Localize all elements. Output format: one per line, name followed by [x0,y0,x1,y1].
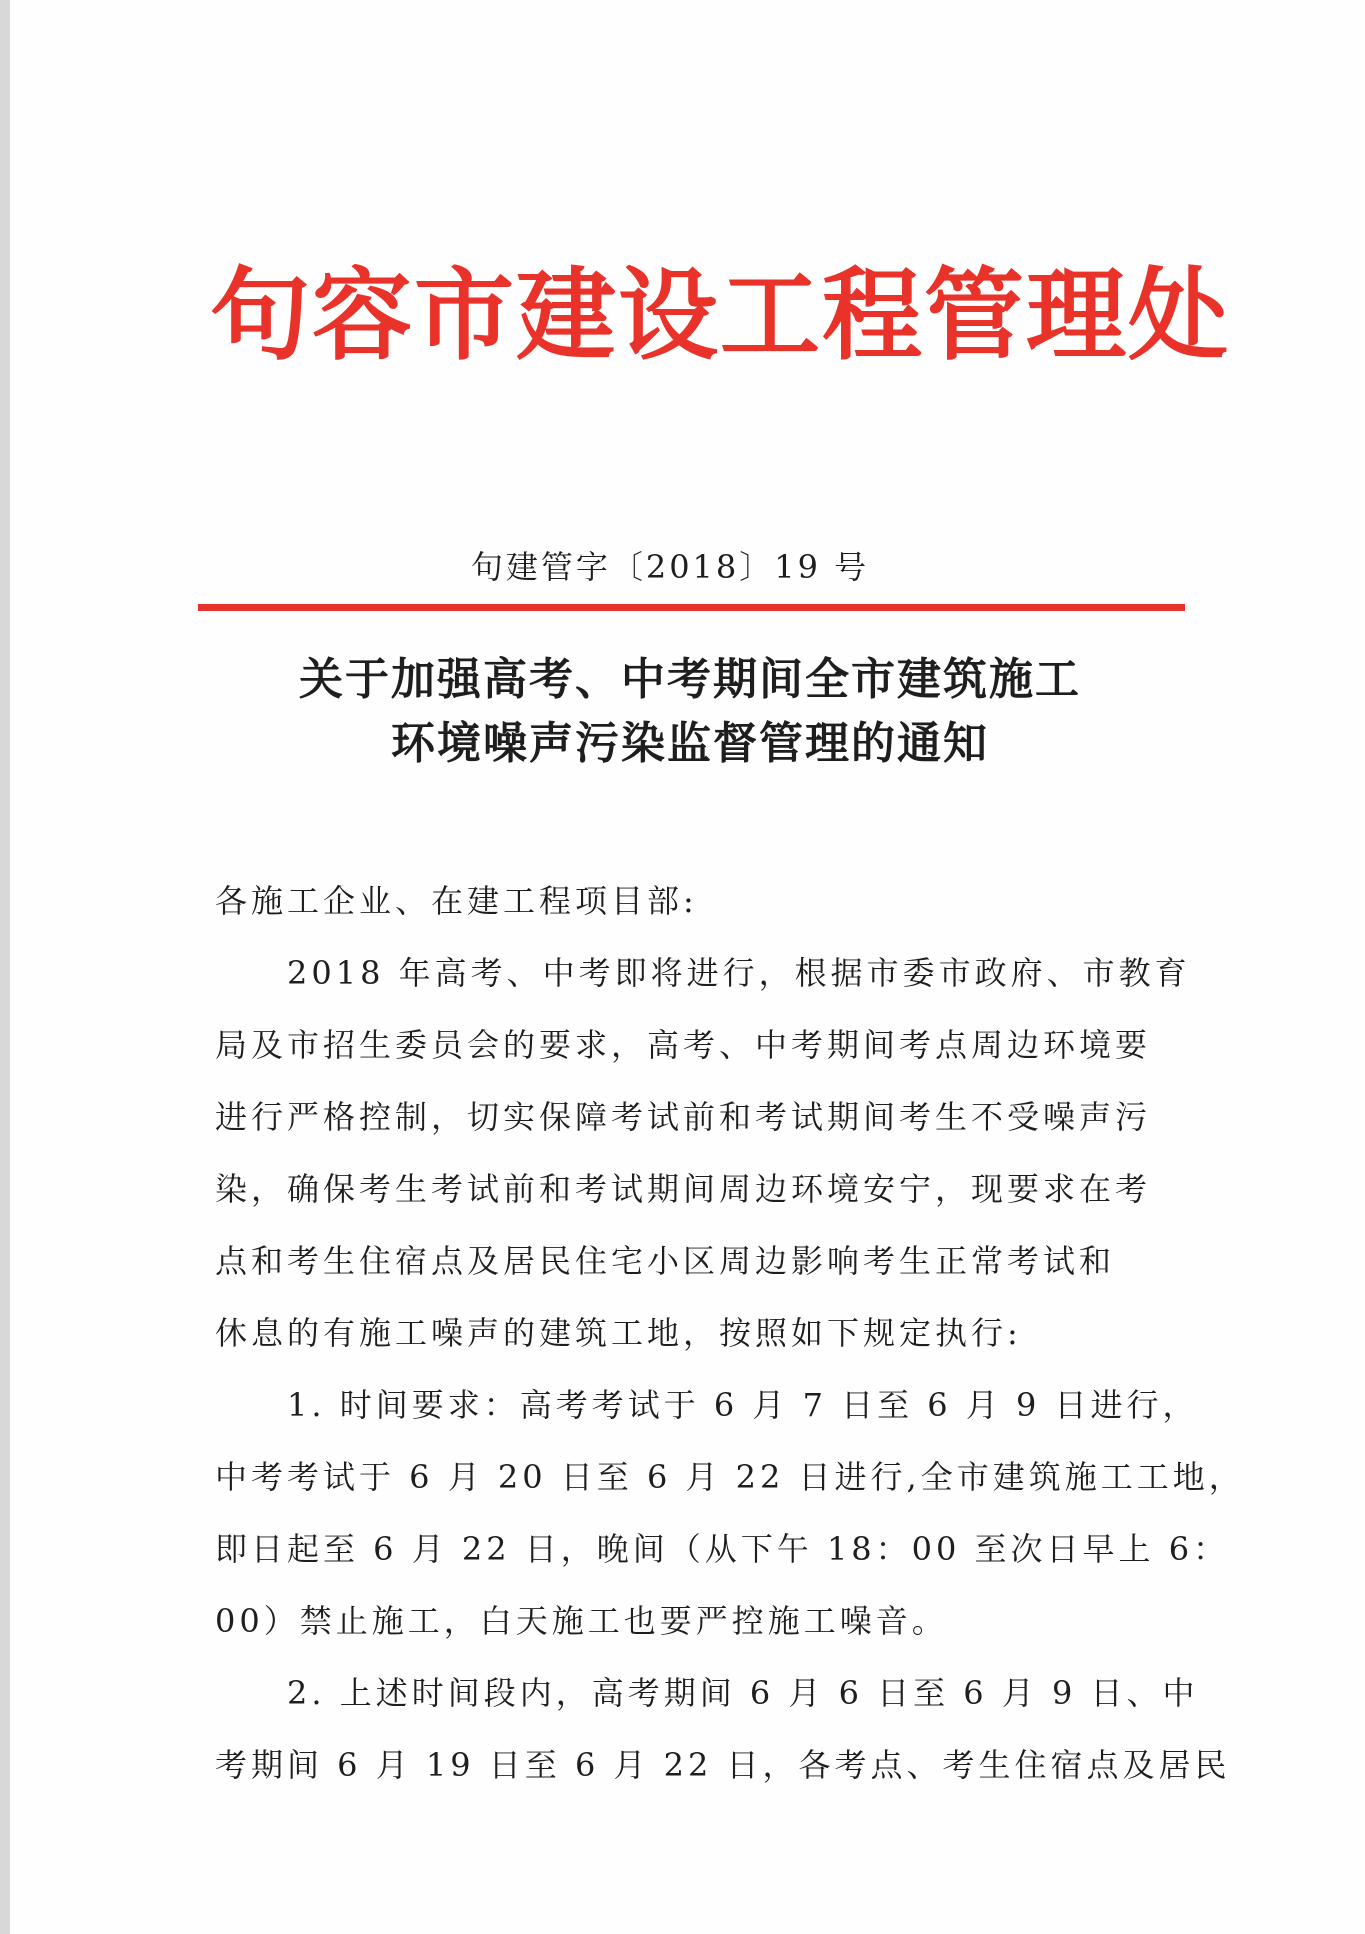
notice-title-line-2: 环境噪声污染监督管理的通知 [391,718,989,769]
document-number: 句建管字〔2018〕19 号 [470,548,870,586]
body-line: 1. 时间要求：高考考试于 6 月 7 日至 6 月 9 日进行， [287,1386,1199,1424]
body-line: 2. 上述时间段内，高考期间 6 月 6 日至 6 月 9 日、中 [287,1674,1199,1712]
body-line: 点和考生住宿点及居民住宅小区周边影响考生正常考试和 [215,1242,1116,1280]
salutation: 各施工企业、在建工程项目部: [215,882,698,920]
body-line: 局及市招生委员会的要求，高考、中考期间考点周边环境要 [215,1026,1152,1064]
body-line: 考期间 6 月 19 日至 6 月 22 日，各考点、考生住宿点及居民 [215,1746,1231,1784]
body-line: 2018 年高考、中考即将进行，根据市委市政府、市教育 [287,954,1191,992]
notice-title-line-1: 关于加强高考、中考期间全市建筑施工 [299,654,1081,705]
body-line: 00）禁止施工，白天施工也要严控施工噪音。 [215,1602,948,1640]
issuing-authority-title: 句容市建设工程管理处 [210,256,1230,374]
notice-title [170,648,1210,776]
body-line: 染，确保考生考试前和考试期间周边环境安宁，现要求在考 [215,1170,1152,1208]
body-line: 进行严格控制，切实保障考试前和考试期间考生不受噪声污 [215,1098,1152,1136]
body-line: 即日起至 6 月 22 日，晚间（从下午 18：00 至次日早上 6： [215,1530,1230,1568]
notice-body [215,865,1245,1801]
body-line: 休息的有施工噪声的建筑工地，按照如下规定执行: [215,1314,1022,1352]
body-line: 中考考试于 6 月 20 日至 6 月 22 日进行,全市建筑施工工地， [215,1458,1245,1496]
red-divider-line [198,604,1185,611]
